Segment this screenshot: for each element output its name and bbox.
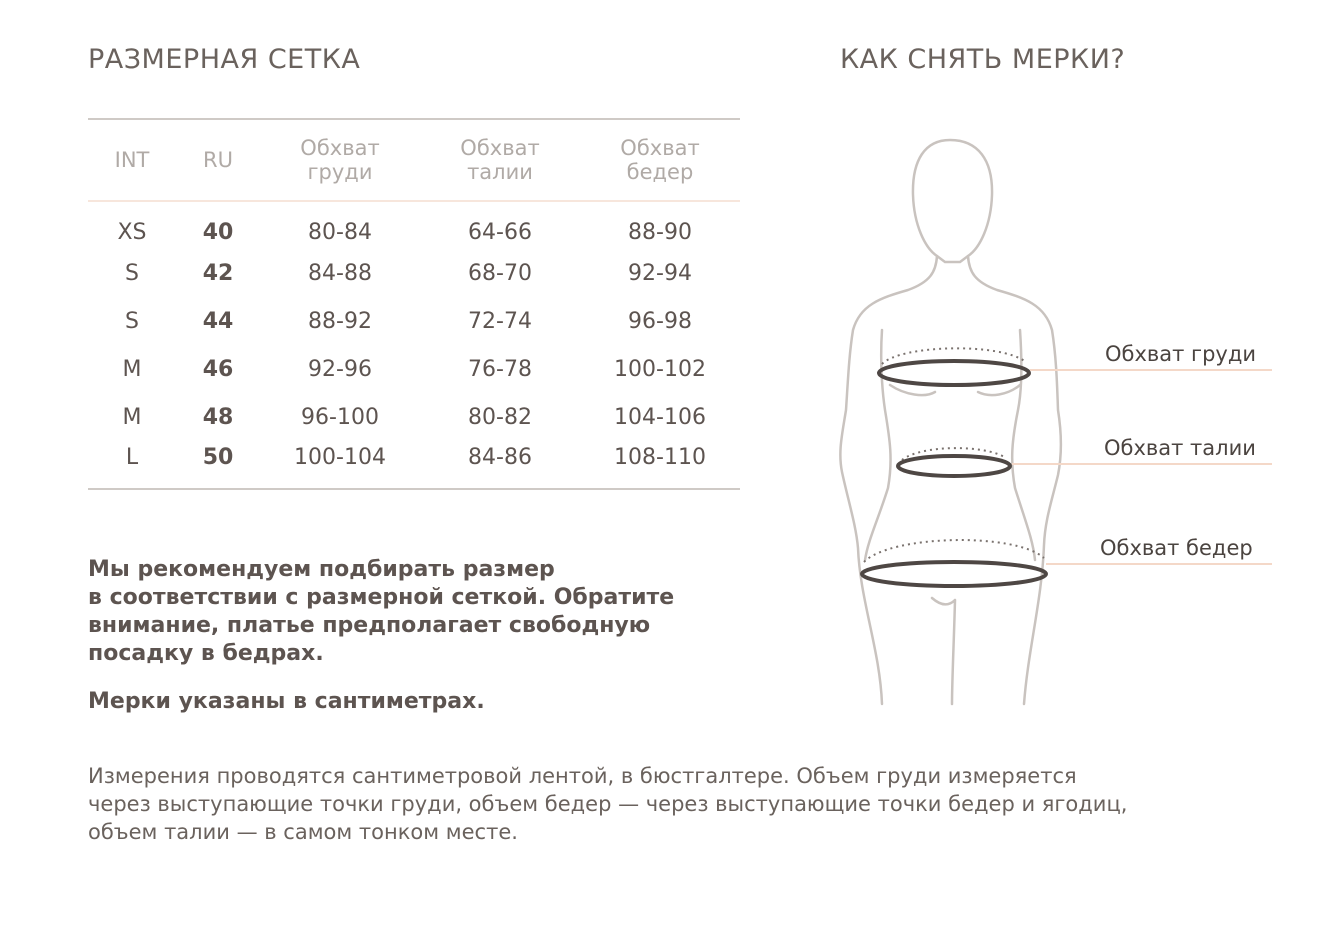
size-table-body — [88, 201, 740, 489]
cell-chest: 100-104 — [294, 445, 386, 470]
cell-ru: 48 — [202, 404, 234, 430]
header-waist-line: талии — [467, 160, 533, 184]
instruction-line: через выступающие точки груди, объем бедер — через выступающие точки бедер и ягодиц, — [88, 792, 1128, 816]
instruction-line: Измерения проводятся сантиметровой лентой, в бюстгалтере. Объем груди измеряется — [88, 764, 1077, 788]
header-chest-line: Обхват — [300, 136, 380, 160]
hips-pointer-line — [1046, 563, 1272, 565]
cell-int: L — [125, 445, 139, 470]
cell-int: M — [122, 356, 142, 382]
size-table — [88, 118, 740, 490]
cell-waist: 72-74 — [468, 308, 532, 334]
cell-ru: 46 — [202, 356, 234, 382]
figure-bust-left — [890, 385, 935, 395]
hips-tape-back — [864, 540, 1044, 562]
waist-label: Обхват талии — [1104, 436, 1256, 460]
recommendation-text — [88, 556, 708, 668]
cell-hips: 88-90 — [628, 220, 692, 245]
waist-tape — [898, 456, 1010, 476]
header-chest — [260, 119, 420, 201]
figure-head — [913, 140, 992, 262]
cell-waist: 64-66 — [468, 220, 532, 245]
recommendation-line: в соответствии с размерной сеткой. Обратите — [88, 585, 675, 610]
header-int: INT — [114, 148, 150, 172]
chest-pointer-line — [1030, 369, 1272, 371]
size-table-container — [88, 118, 740, 490]
table-row — [88, 345, 740, 393]
cell-hips: 108-110 — [614, 445, 706, 470]
size-table-header — [88, 119, 740, 201]
cell-waist: 84-86 — [468, 445, 532, 470]
hips-tape — [862, 562, 1046, 586]
hips-label: Обхват бедер — [1100, 536, 1253, 560]
recommendation-line: посадку в бедрах. — [88, 641, 324, 666]
cell-ru: 50 — [202, 445, 234, 470]
chest-label: Обхват груди — [1105, 342, 1257, 366]
cell-ru: 44 — [202, 308, 234, 334]
cell-chest: 96-100 — [301, 404, 379, 430]
cell-chest: 84-88 — [308, 260, 372, 286]
table-row — [88, 201, 740, 249]
recommendation-line: Мы рекомендуем подбирать размер — [88, 557, 555, 582]
cell-chest: 88-92 — [308, 308, 372, 334]
header-ru: RU — [203, 148, 233, 172]
cell-waist: 76-78 — [468, 356, 532, 382]
cell-chest: 80-84 — [308, 220, 372, 245]
header-hips-line: бедер — [626, 160, 694, 184]
header-hips-line: Обхват — [620, 136, 700, 160]
how-to-measure-title: КАК СНЯТЬ МЕРКИ? — [840, 44, 1126, 75]
cell-hips: 96-98 — [628, 308, 692, 334]
cell-ru: 42 — [202, 260, 234, 286]
table-row — [88, 393, 740, 441]
cell-int: S — [125, 308, 139, 334]
cell-hips: 104-106 — [614, 404, 706, 430]
cell-waist: 68-70 — [468, 260, 532, 286]
body-figure-illustration — [830, 130, 1100, 720]
waist-pointer-line — [1012, 463, 1272, 465]
recommendation-line: внимание, платье предполагает свободную — [88, 613, 651, 638]
units-note: Мерки указаны в сантиметрах. — [88, 689, 485, 714]
figure-legs-inner — [932, 598, 955, 704]
measurement-instructions — [88, 762, 1268, 846]
chest-tape — [879, 361, 1029, 385]
cell-hips: 100-102 — [614, 356, 706, 382]
cell-waist: 80-82 — [468, 404, 532, 430]
cell-hips: 92-94 — [628, 260, 692, 286]
header-waist-line: Обхват — [460, 136, 540, 160]
figure-bust-right — [978, 385, 1020, 395]
table-row — [88, 441, 740, 489]
cell-chest: 92-96 — [308, 356, 372, 382]
cell-int: XS — [117, 220, 147, 245]
size-chart-title: РАЗМЕРНАЯ СЕТКА — [88, 44, 361, 75]
cell-int: M — [122, 404, 142, 430]
figure-left-arm-inner — [865, 330, 891, 560]
cell-ru: 40 — [202, 220, 234, 245]
instruction-line: объем талии — в самом тонком месте. — [88, 820, 518, 844]
header-hips — [580, 119, 740, 201]
header-chest-line: груди — [307, 160, 373, 184]
table-row — [88, 297, 740, 345]
cell-int: S — [125, 260, 139, 286]
table-row — [88, 249, 740, 297]
header-waist — [420, 119, 580, 201]
